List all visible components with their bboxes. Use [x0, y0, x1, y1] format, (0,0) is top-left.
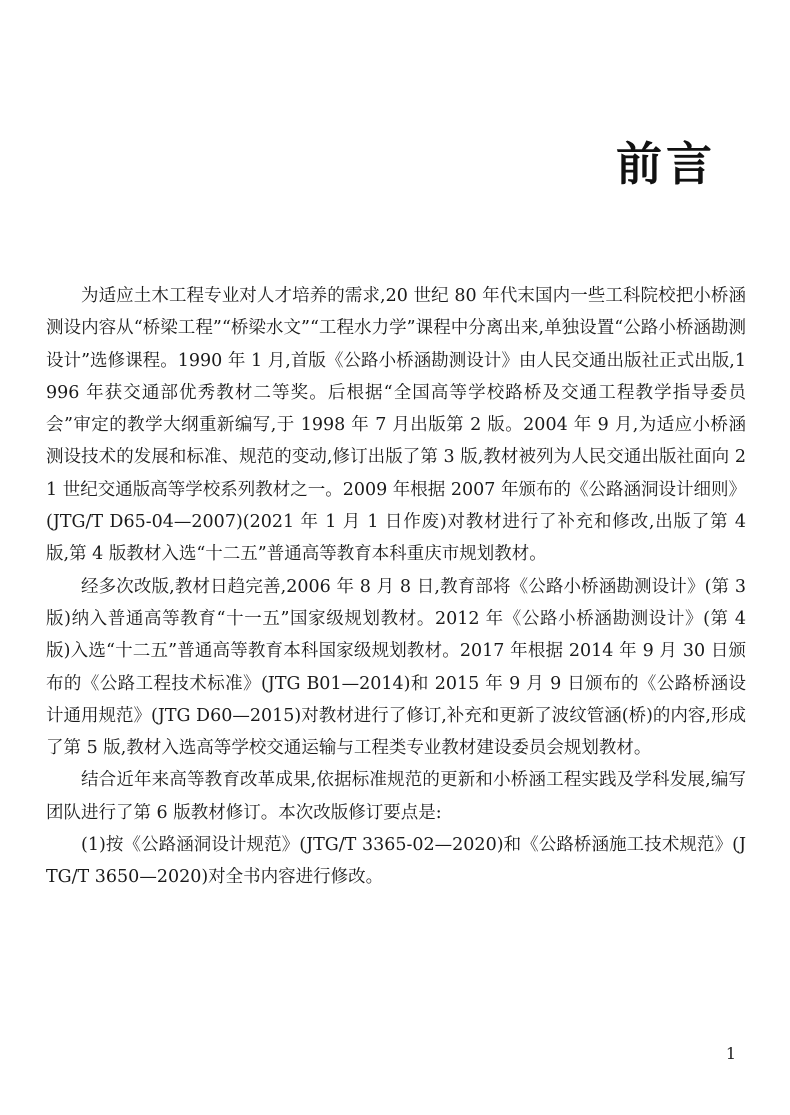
page-number: 1 [725, 1044, 736, 1063]
paragraph: 为适应土木工程专业对人才培养的需求,20 世纪 80 年代末国内一些工科院校把小桥涵测设内容从“桥梁工程”“桥梁水文”“工程水力学”课程中分离出来,单独设置“公路小桥涵勘测设计”选修课程。1990 年 1 月,首版《公路小桥涵勘测设计》由人民交通出版社正式出版,1996 年获交通部优秀教材二等奖。后根据“全国高等学校路桥及交通工程教学指导委员会”审定的教学大纲重新编写,于 1998 年 7 月出版第 2 版。2004 年 9 月,为适应小桥涵测设技术的发展和标准、规范的变动,修订出版了第 3 版,教材被列为人民交通出版社面向 21 世纪交通版高等学校系列教材之一。2009 年根据 2007 年颁布的《公路涵洞设计细则》(JTG/T D65-04—2007)(2021 年 1 月 1 日作废)对教材进行了补充和修改,出版了第 4 版,第 4 版教材入选“十二五”普通高等教育本科重庆市规划教材。 [46, 286, 746, 565]
preface-body [46, 280, 746, 894]
paragraph: 结合近年来高等教育改革成果,依据标准规范的更新和小桥涵工程实践及学科发展,编写团队进行了第 6 版教材修订。本次改版修订要点是: [46, 770, 746, 823]
paragraph: 经多次改版,教材日趋完善,2006 年 8 月 8 日,教育部将《公路小桥涵勘测设计》(第 3 版)纳入普通高等教育“十一五”国家级规划教材。2012 年《公路小桥涵勘测设计》(第 4 版)入选“十二五”普通高等教育本科国家级规划教材。2017 年根据 2014 年 9 月 30 日颁布的《公路工程技术标准》(JTG B01—2014)和 2015 年 9 月 9 日颁布的《公路桥涵设计通用规范》(JTG D60—2015)对教材进行了修订,补充和更新了波纹管涵(桥)的内容,形成了第 5 版,教材入选高等学校交通运输与工程类专业教材建设委员会规划教材。 [46, 576, 746, 759]
page-title: 前言 [616, 137, 716, 191]
paragraph: (1)按《公路涵洞设计规范》(JTG/T 3365-02—2020)和《公路桥涵施工技术规范》(JTG/T 3650—2020)对全书内容进行修改。 [46, 835, 746, 888]
